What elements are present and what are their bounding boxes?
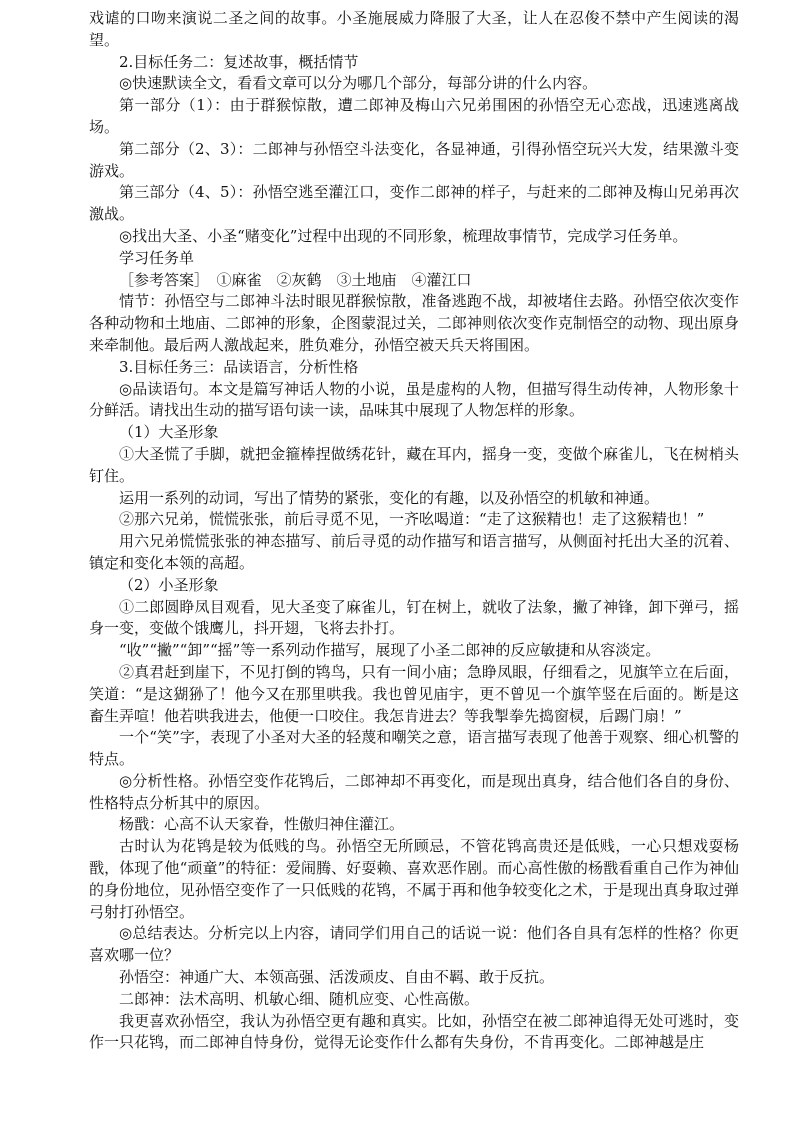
paragraph: ◎分析性格。孙悟空变作花鸨后，二郎神却不再变化，而是现出真身，结合他们各自的身份、性格特点分析其中的原因。 [89, 771, 739, 812]
paragraph: 3.目标任务三：品读语言，分析性格 [119, 357, 359, 376]
paragraph: 学习任务单 [119, 248, 195, 267]
paragraph: 二郎神：法术高明、机敏心细、随机应变、心性高傲。 [119, 989, 480, 1008]
paragraph: ②真君赶到崖下，不见打倒的鸨鸟，只有一间小庙；急睁凤眼，仔细看之，见旗竿立在后面，笑道：“是这猢狲了！他今又在那里哄我。我也曾见庙宇，更不曾见一个旗竿竖在后面的。断是这畜生弄喧！他若哄我进去，他便一口咬住。我怎肯进去？等我掣拳先捣窗棂，后踢门扇！” [89, 662, 739, 725]
paragraph: 古时认为花鸨是较为低贱的鸟。孙悟空无所顾忌，不管花鸨高贵还是低贱，一心只想戏耍杨戬，体现了他“顽童”的特征：爱闹腾、好耍赖、喜欢恶作剧。而心高性傲的杨戬看重自己作为神仙的身份地位，见孙悟空变作了一只低贱的花鸨，不属于再和他争较变化之术，于是现出真身取过弹弓射打孙悟空。 [89, 837, 739, 921]
paragraph: 杨戬：心高不认天家眷，性傲归神住灌江。 [119, 815, 405, 834]
paragraph: ②那六兄弟，慌慌张张，前后寻觅不见，一齐吆喝道：“走了这猴精也！走了这猴精也！” [119, 510, 705, 529]
paragraph: （1）大圣形象 [119, 423, 219, 442]
paragraph: 孙悟空：神通广大、本领高强、活泼顽皮、自由不羁、敢于反抗。 [119, 968, 555, 987]
paragraph: 戏谑的口吻来演说二圣之间的故事。小圣施展威力降服了大圣，让人在忍俊不禁中产生阅读的渴望。 [89, 9, 739, 49]
paragraph: 用六兄弟慌慌张张的神态描写、前后寻觅的动作描写和语言描写，从侧面衬托出大圣的沉着、镇定和变化本领的高超。 [89, 532, 739, 572]
paragraph: ◎找出大圣、小圣“赌变化”过程中出现的不同形象，梳理故事情节，完成学习任务单。 [119, 226, 688, 245]
paragraph: ①二郎圆睁凤目观看，见大圣变了麻雀儿，钉在树上，就收了法象，撇了神锋，卸下弹弓，摇身一变，变做个饿鹰儿，抖开翅，飞将去扑打。 [89, 597, 739, 638]
paragraph: （2）小圣形象 [119, 575, 219, 594]
paragraph: 第三部分（4、5）：孙悟空逃至灌江口，变作二郎神的样子，与赶来的二郎神及梅山兄弟再次激战。 [89, 183, 739, 224]
document-page [89, 8, 739, 1054]
paragraph: “收”“撇”“卸”“摇”等一系列动作描写，展现了小圣二郎神的反应敏捷和从容淡定。 [119, 641, 661, 660]
paragraph: 运用一系列的动词，写出了情势的紧张，变化的有趣，以及孙悟空的机敏和神通。 [119, 488, 660, 507]
paragraph: 一个“笑”字，表现了小圣对大圣的轻蔑和嘲笑之意，语言描写表现了他善于观察、细心机警的特点。 [89, 728, 739, 769]
paragraph: ［参考答案］ ①麻雀 ②灰鹤 ③土地庙 ④灌江口 [119, 270, 472, 289]
paragraph: ◎总结表达。分析完以上内容，请同学们用自己的话说一说：他们各自具有怎样的性格？你更喜欢哪一位？ [89, 924, 739, 965]
paragraph: 我更喜欢孙悟空，我认为孙悟空更有趣和真实。比如，孙悟空在被二郎神追得无处可逃时，变作一只花鸨，而二郎神自恃身份，觉得无论变作什么都有失身份，不肯再变化。二郎神越是庄 [89, 1011, 739, 1052]
paragraph: ①大圣慌了手脚，就把金箍棒捏做绣花针，藏在耳内，摇身一变，变做个麻雀儿，飞在树梢头钉住。 [89, 444, 739, 485]
paragraph: 2.目标任务二：复述故事，概括情节 [119, 52, 359, 71]
paragraph: ◎品读语句。本文是篇写神话人物的小说，虽是虚构的人物，但描写得生动传神，人物形象十分鲜活。请找出生动的描写语句读一读，品味其中展现了人物怎样的形象。 [89, 379, 739, 420]
paragraph: 第一部分（1）：由于群猴惊散，遭二郎神及梅山六兄弟围困的孙悟空无心恋战，迅速逃离战场。 [89, 96, 739, 136]
paragraph: 情节：孙悟空与二郎神斗法时眼见群猴惊散，准备逃跑不战，却被堵住去路。孙悟空依次变作各种动物和土地庙、二郎神的形象，企图蒙混过关，二郎神则依次变作克制悟空的动物、现出原身来牵制他。最后两人激战起来，胜负难分，孙悟空被天兵天将围困。 [89, 292, 739, 354]
paragraph: ◎快速默读全文，看看文章可以分为哪几个部分，每部分讲的什么内容。 [119, 74, 598, 93]
paragraph: 第二部分（2、3）：二郎神与孙悟空斗法变化，各显神通，引得孙悟空玩兴大发，结果激斗变游戏。 [89, 139, 739, 180]
